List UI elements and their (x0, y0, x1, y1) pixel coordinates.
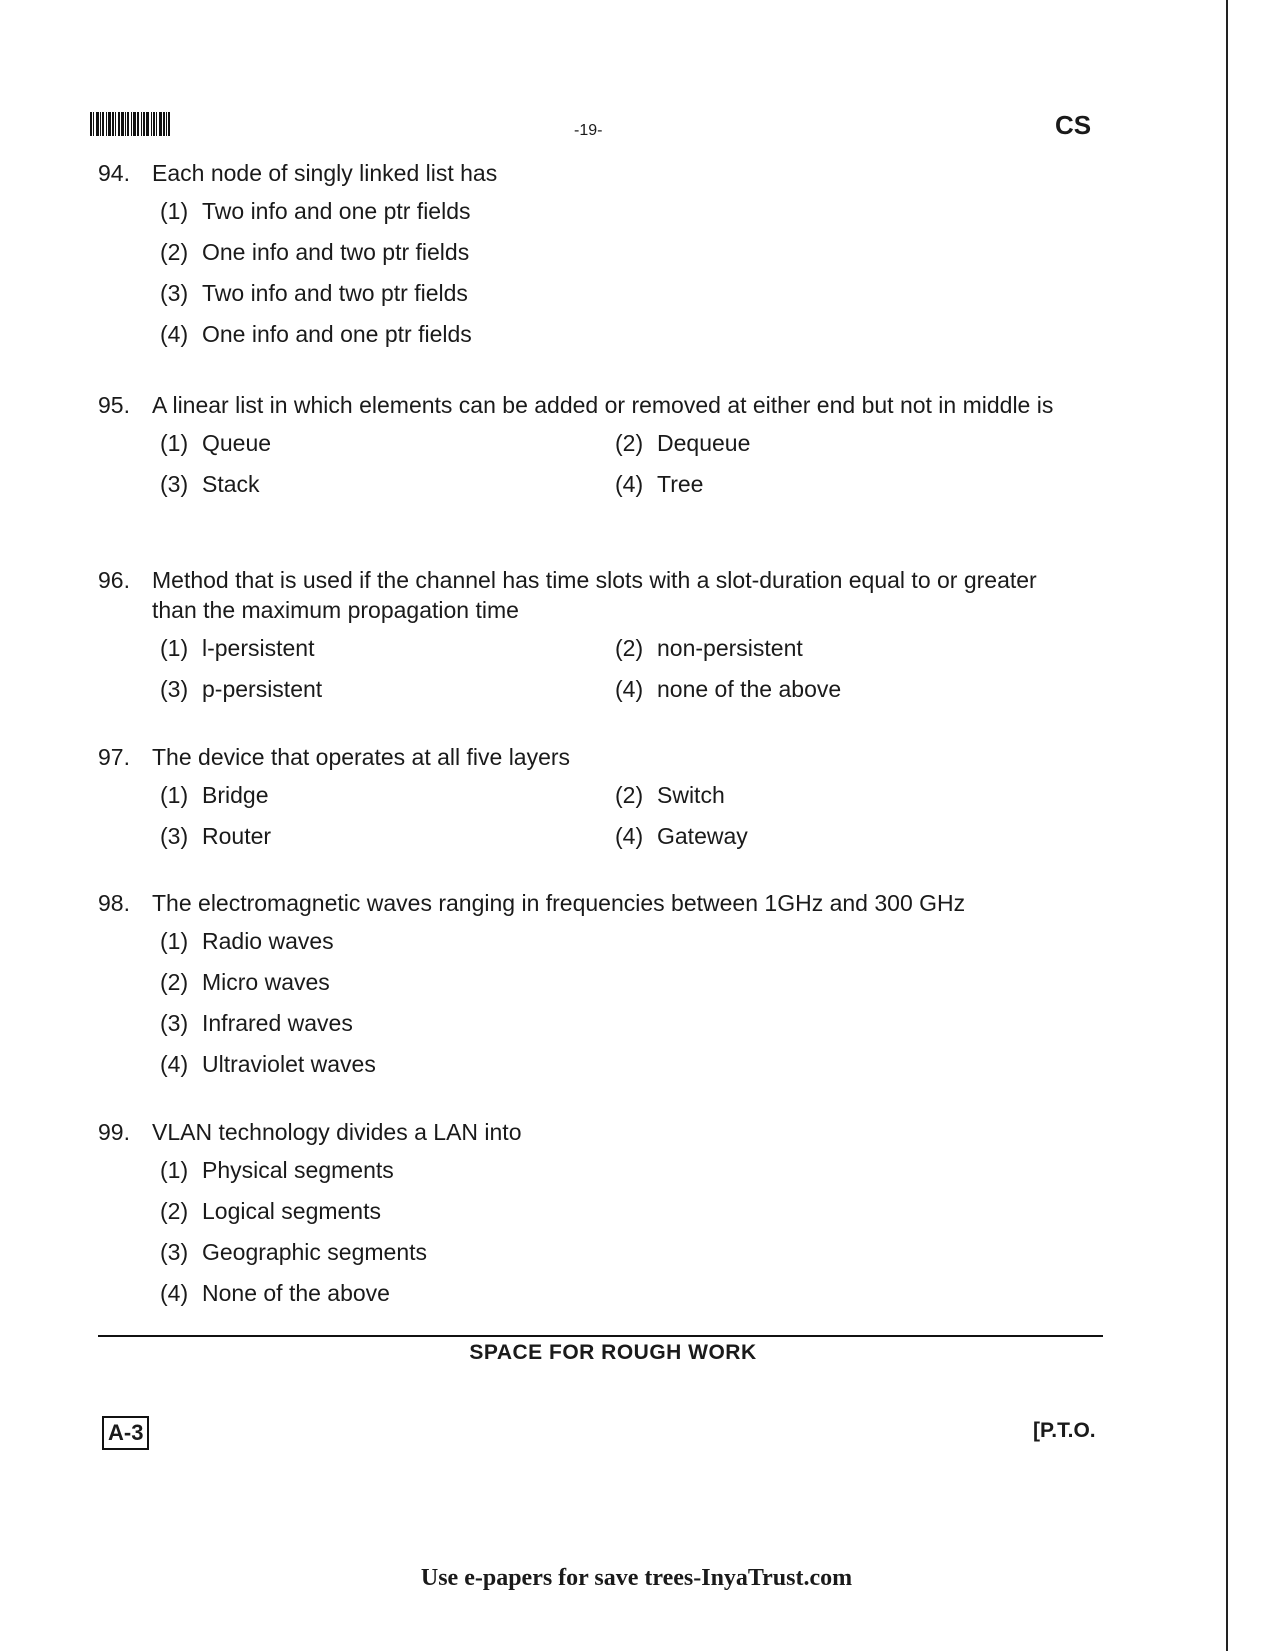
option[interactable]: (1) Physical segments (160, 1157, 394, 1183)
option[interactable]: (2) Dequeue (615, 430, 751, 456)
question-number: 98. (98, 890, 130, 916)
option[interactable]: (3) Two info and two ptr fields (160, 280, 468, 306)
question-stem: Method that is used if the channel has time slots with a slot-duration equal to or greater than the maximum propagation time (152, 567, 1037, 623)
question-number: 94. (98, 160, 130, 186)
question-number: 95. (98, 392, 130, 418)
page-edge-line (1226, 0, 1228, 1651)
question-stem: The device that operates at all five layers (152, 744, 571, 770)
footer-text: Use e-papers for save trees-InyaTrust.com (420, 1565, 853, 1591)
pto-label: [P.T.O. (1033, 1419, 1096, 1442)
option[interactable]: (4) Tree (615, 471, 704, 497)
question-95 (98, 390, 1058, 499)
option[interactable]: (2) Logical segments (160, 1198, 381, 1224)
question-stem: The electromagnetic waves ranging in frequencies between 1GHz and 300 GHz (152, 890, 966, 916)
rough-work-label: SPACE FOR ROUGH WORK (469, 1341, 757, 1364)
question-99 (98, 1117, 1058, 1319)
option[interactable]: (4) Ultraviolet waves (160, 1051, 376, 1077)
question-stem: Each node of singly linked list has (152, 160, 498, 186)
option[interactable]: (4) None of the above (160, 1280, 390, 1306)
option[interactable]: (3) p-persistent (160, 676, 323, 702)
option[interactable]: (1) Bridge (160, 782, 269, 808)
options-grid (160, 428, 1058, 499)
question-stem: A linear list in which elements can be added or removed at either end but not in middle is (152, 392, 1054, 418)
options-grid (160, 633, 1058, 704)
options-list (160, 1155, 1058, 1319)
divider-rule (98, 1335, 1103, 1337)
option[interactable]: (4) none of the above (615, 676, 842, 702)
options-grid (160, 780, 1058, 851)
option[interactable]: (2) Switch (615, 782, 725, 808)
question-number: 96. (98, 567, 130, 593)
question-stem: VLAN technology divides a LAN into (152, 1119, 522, 1145)
options-list (160, 196, 1058, 360)
option[interactable]: (4) Gateway (615, 823, 748, 849)
option[interactable]: (2) Micro waves (160, 969, 330, 995)
option[interactable]: (3) Router (160, 823, 272, 849)
option[interactable]: (1) Two info and one ptr fields (160, 198, 471, 224)
booklet-code-box: A-3 (102, 1416, 149, 1450)
option[interactable]: (2) One info and two ptr fields (160, 239, 470, 265)
option[interactable]: (3) Geographic segments (160, 1239, 428, 1265)
question-96 (98, 565, 1058, 704)
options-list (160, 926, 1058, 1090)
question-94 (98, 158, 1058, 360)
question-97 (98, 742, 1058, 851)
subject-code: CS (1055, 110, 1092, 140)
page-number: -19- (574, 122, 603, 139)
option[interactable]: (1) l-persistent (160, 635, 315, 661)
option[interactable]: (3) Infrared waves (160, 1010, 353, 1036)
option[interactable]: (4) One info and one ptr fields (160, 321, 472, 347)
option[interactable]: (3) Stack (160, 471, 260, 497)
option[interactable]: (2) non-persistent (615, 635, 803, 661)
question-number: 97. (98, 744, 130, 770)
barcode (90, 112, 182, 136)
question-98 (98, 888, 1058, 1090)
option[interactable]: (1) Queue (160, 430, 272, 456)
option[interactable]: (1) Radio waves (160, 928, 334, 954)
question-number: 99. (98, 1119, 130, 1145)
